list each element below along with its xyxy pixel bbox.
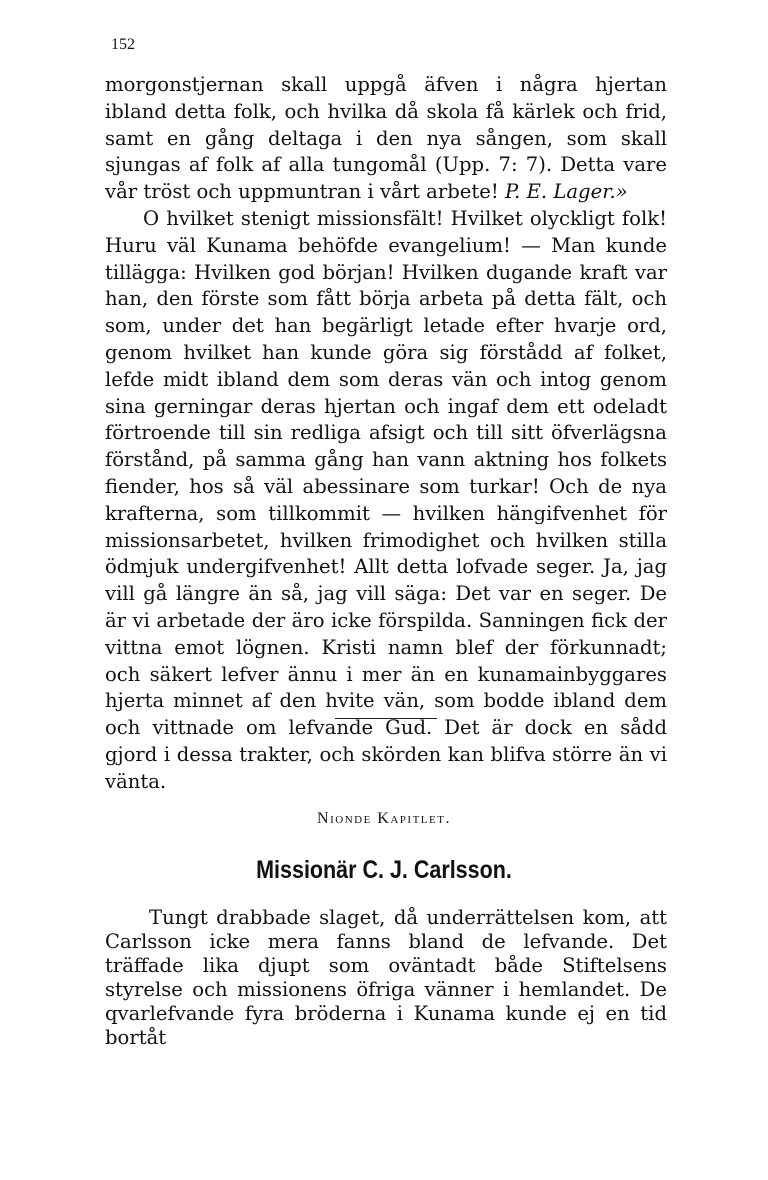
page-number: 152 [111, 36, 135, 53]
signature: P. E. Lager.» [504, 180, 628, 204]
chapter-title: Missionär C. J. Carlsson. [256, 856, 512, 884]
section-divider [335, 718, 437, 719]
paragraph-text: morgonstjernan skall uppgå äfven i några hjertan ibland detta folk, och hvilka då skola få kärlek och frid, samt en gång deltaga i den nya sången, som skall sjungas af folk af alla tungomål (Upp. 7: 7). Detta vare vår tröst och uppmuntran i vårt arbete! [105, 73, 667, 204]
chapter-label: Nionde Kapitlet. [317, 810, 451, 827]
paragraph [105, 72, 667, 206]
paragraph: Tungt drabbade slaget, då underrättelsen kom, att Carlsson icke mera fanns bland de lefvande. Det träffade lika djupt som oväntadt både Stiftelsens styrelse och missionens öfriga vänner i hemlandet. De qvarlefvande fyra bröderna i Kunama kunde ej en tid bortåt [105, 906, 667, 1049]
paragraph: O hvilket stenigt missionsfält! Hvilket olyckligt folk! Huru väl Kunama behöfde evangelium! — Man kunde tillägga: Hvilken god början! Hvilken dugande kraft var han, den förste som fått börja arbeta på detta fält, och som, under det han begärligt letade efter hvarje ord, genom hvilket han kunde göra sig förstådd af folket, lefde midt ibland dem som deras vän och intog genom sina gerningar deras hjertan och ingaf dem ett odeladt förtroende till sin redliga afsigt och till sitt öfverlägsna förstånd, på samma gång han vann aktning hos folkets fiender, hos så väl abessinare som turkar! Och de nya krafterna, som tillkommit — hvilken hängifvenhet för missionsarbetet, hvilken frimodighet och hvilken stilla ödmjuk undergifvenhet! Allt detta lofvade seger. Ja, jag vill gå längre än så, jag vill säga: Det var en seger. De är vi arbetade der äro icke förspilda. Sanningen fick der vittna emot lögnen. Kristi namn blef der förkunnadt; och säkert lefver ännu i mer än en kunamainbyggares hjerta minnet af den hvite vän, som bodde ibland dem och vittnade om lefvande Gud. Det är dock en sådd gjord i dessa trakter, och skörden kan blifva större än vi vänta. [105, 206, 667, 793]
chapter-body [105, 906, 667, 1050]
page-body [105, 72, 667, 796]
